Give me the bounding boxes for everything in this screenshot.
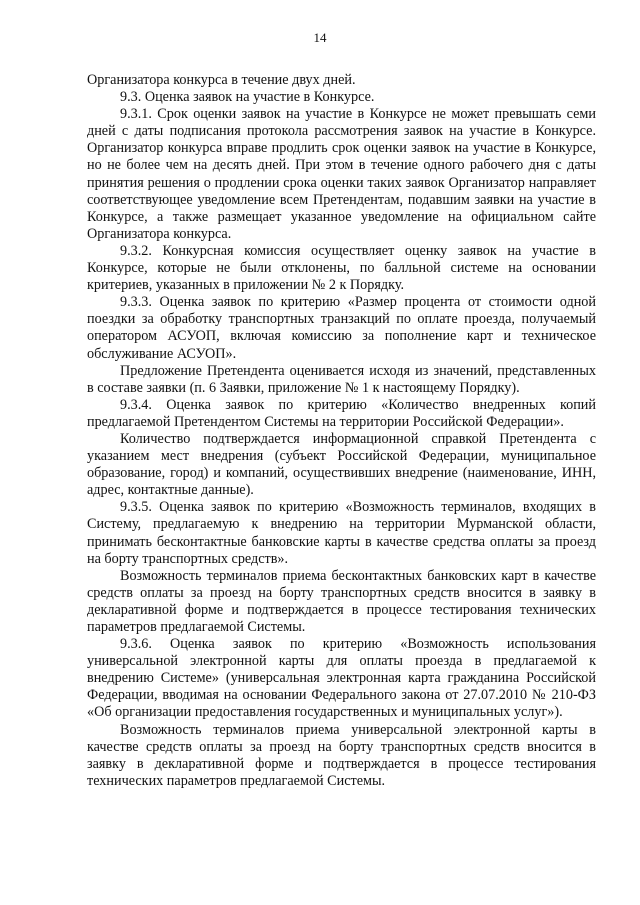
paragraph-9-3-6-detail: Возможность терминалов приема универсальной электронной карты в качестве средств оплаты за проезд на борту транспортных средств вносится в заявку в декларативной форме и подтверждается в процессе тестирования технических параметров предлагаемой Системы. [87,721,596,789]
section-heading-9-3: 9.3. Оценка заявок на участие в Конкурсе. [120,89,375,106]
paragraph-9-3-5-detail: Возможность терминалов приема бесконтактных банковских карт в качестве средств оплаты за проезд на борту транспортных средств вносится в заявку в декларативной форме и подтверждается в процессе тестирования технических параметров предлагаемой Системы. [87,567,596,635]
paragraph-9-3-3: 9.3.3. Оценка заявок по критерию «Размер процента от стоимости одной поездки за обработку транспортных транзакций по оплате проезда, получаемый оператором АСУОП, включая комиссию за пополнение карт и техническое обслуживание АСУОП». [87,294,596,362]
paragraph-9-3-5: 9.3.5. Оценка заявок по критерию «Возможность терминалов, входящих в Систему, предлагаемую к внедрению на территории Мурманской области, принимать бесконтактные банковские карты в качестве средства оплаты за проезд на борту транспортных средств». [87,499,596,567]
paragraph-9-3-2: 9.3.2. Конкурсная комиссия осуществляет оценку заявок на участие в Конкурсе, которые не были отклонены, по балльной системе на основании критериев, указанных в приложении № 2 к Порядку. [87,242,596,294]
paragraph-9-3-3-detail: Предложение Претендента оценивается исходя из значений, представленных в составе заявки (п. 6 Заявки, приложение № 1 к настоящему Порядку). [87,362,596,396]
paragraph-9-3-6: 9.3.6. Оценка заявок по критерию «Возможность использования универсальной электронной карты для оплаты проезда в предлагаемой к внедрению Системе» (универсальная электронная карта гражданина Российской Федерации, вводимая на основании Федерального закона от 27.07.2010 № 210-ФЗ «Об организации предоставления государственных и муниципальных услуг»). [87,636,596,721]
paragraph-9-3-4: 9.3.4. Оценка заявок по критерию «Количество внедренных копий предлагаемой Претендентом Системы на территории Российской Федерации». [87,396,596,430]
page-number: 14 [313,30,327,45]
document-body [87,72,596,790]
paragraph-continuation: Организатора конкурса в течение двух дней. [87,72,356,88]
paragraph-9-3-4-detail: Количество подтверждается информационной справкой Претендента с указанием мест внедрения (субъект Российской Федерации, муниципальное образование, город) и компаний, осуществивших внедрение (наименование, ИНН, адрес, контактные данные). [87,430,596,499]
paragraph-9-3-1: 9.3.1. Срок оценки заявок на участие в Конкурсе не может превышать семи дней с даты подписания протокола рассмотрения заявок на участие в Конкурсе. Организатор конкурса вправе продлить срок оценки заявок на участие в Конкурсе, но не более чем на десять дней. При этом в течение одного рабочего дня с даты принятия решения о продлении срока оценки таких заявок Организатор направляет соответствующее уведомление всем Претендентам, подавшим заявки на участие в Конкурсе, а также размещает указанное уведомление на официальном сайте Организатора конкурса. [87,106,596,242]
